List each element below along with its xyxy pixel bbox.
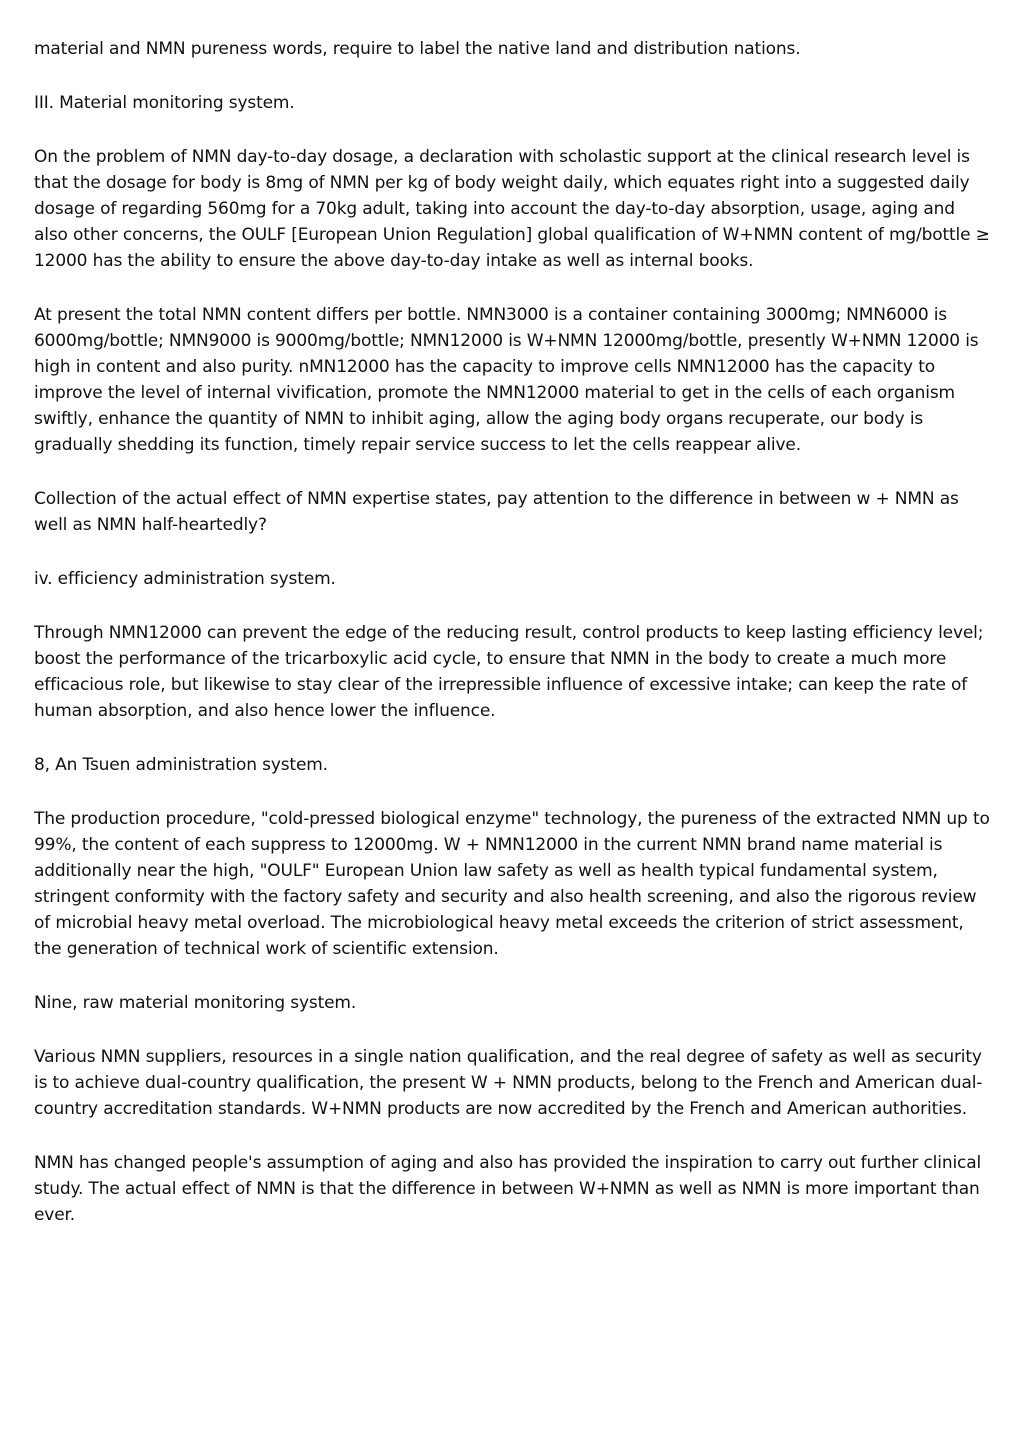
paragraph-actual-effect-question: Collection of the actual effect of NMN expertise states, pay attention to the difference in between w + NMN as well as NMN half-heartedly?	[34, 489, 959, 535]
paragraph-continuation: material and NMN pureness words, require to label the native land and distribution nations.	[34, 39, 801, 59]
section-heading-material-monitoring: III. Material monitoring system.	[34, 93, 295, 113]
section-heading-an-tsuen-administration: 8, An Tsuen administration system.	[34, 755, 328, 775]
section-heading-raw-material-monitoring: Nine, raw material monitoring system.	[34, 993, 357, 1013]
paragraph-content-per-bottle: At present the total NMN content differs per bottle. NMN3000 is a container containing 3000mg; NMN6000 is 6000mg/bottle; NMN9000 is 9000mg/bottle; NMN12000 is W+NMN 12000mg/bottle, presently W+NMN 12000 is high in content and also purity. nMN12000 has the capacity to improve cells NMN12000 has the capacity to improve the level of internal vivification, promote the NMN12000 material to get in the cells of each organism swiftly, enhance the quantity of NMN to inhibit aging, allow the aging body organs recuperate, our body is gradually shedding its function, timely repair service success to let the cells reappear alive.	[34, 305, 979, 455]
paragraph-efficiency: Through NMN12000 can prevent the edge of the reducing result, control products to keep lasting efficiency level; boost the performance of the tricarboxylic acid cycle, to ensure that NMN in the body to create a much more efficacious role, but likewise to stay clear of the irrepressible influence of excessive intake; can keep the rate of human absorption, and also hence lower the influence.	[34, 623, 984, 721]
paragraph-conclusion: NMN has changed people's assumption of aging and also has provided the inspiration to carry out further clinical study. The actual effect of NMN is that the difference in between W+NMN as well as NMN is more important than ever.	[34, 1153, 982, 1225]
section-heading-efficiency-administration: iv. efficiency administration system.	[34, 569, 336, 589]
paragraph-production-procedure: The production procedure, "cold-pressed biological enzyme" technology, the pureness of the extracted NMN up to 99%, the content of each suppress to 12000mg. W + NMN12000 in the current NMN brand name material is additionally near the high, "OULF" European Union law safety as well as health typical fundamental system, stringent conformity with the factory safety and security and also health screening, and also the rigorous review of microbial heavy metal overload. The microbiological heavy metal exceeds the criterion of strict assessment, the generation of technical work of scientific extension.	[34, 809, 990, 959]
paragraph-suppliers-qualification: Various NMN suppliers, resources in a single nation qualification, and the real degree of safety as well as security is to achieve dual-country qualification, the present W + NMN products, belong to the French and American dual-country accreditation standards. W+NMN products are now accredited by the French and American authorities.	[34, 1047, 983, 1119]
paragraph-daily-dosage: On the problem of NMN day-to-day dosage, a declaration with scholastic support at the clinical research level is that the dosage for body is 8mg of NMN per kg of body weight daily, which equates right into a suggested daily dosage of regarding 560mg for a 70kg adult, taking into account the day-to-day absorption, usage, aging and also other concerns, the OULF [European Union Regulation] global qualification of W+NMN content of mg/bottle ≥ 12000 has the ability to ensure the above day-to-day intake as well as internal books.	[34, 147, 990, 271]
